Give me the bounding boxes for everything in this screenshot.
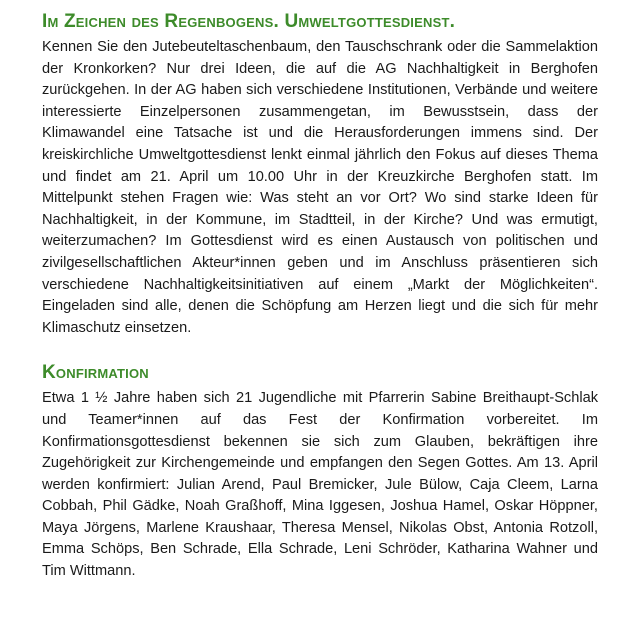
section-umweltgottesdienst (42, 10, 598, 339)
section-heading: Konfirmation (42, 362, 149, 384)
section-paragraph: Kennen Sie den Jutebeuteltaschenbaum, den Tauschschrank oder die Sammelaktion der Kronkorken? Nur drei Ideen, die auf die AG Nachhaltigkeit in Berghofen zurückgehen. In der AG haben sich verschiedene Institutionen, Verbände und weitere interessierte Einzelpersonen zusammengetan, im Bewusstsein, dass der Klimawandel eine Tatsache ist und die Herausforderungen immens sind. Der kreiskirchliche Umweltgottesdienst lenkt einmal jährlich den Fokus auf dieses Thema und findet am 21. April um 10.00 Uhr in der Kreuzkirche Berghofen statt. Im Mittelpunkt stehen Fragen wie: Was steht an vor Ort? Wo sind starke Ideen für Nachhaltigkeit, in der Kommune, im Stadtteil, in der Kirche? Und was ermutigt, weiterzumachen? Im Gottesdienst wird es einen Austausch von politischen und zivilgesellschaftlichen Akteur*innen geben und im Anschluss präsentieren sich verschiedene Nachhaltigkeitsinitiativen auf einem „Markt der Möglichkeiten“. Eingeladen sind alle, denen die Schöpfung am Herzen liegt und die sich für mehr Klimaschutz einsetzen. (42, 39, 598, 336)
document-page (42, 10, 598, 583)
section-konfirmation (42, 361, 598, 582)
section-paragraph: Etwa 1 ½ Jahre haben sich 21 Jugendliche mit Pfarrerin Sabine Breithaupt-Schlak und Teamer*innen auf das Fest der Konfirmation vorbereitet. Im Konfirmationsgottesdienst bekennen sie sich zum Glauben, bekräftigen ihre Zugehörigkeit zur Kirchengemeinde und empfangen den Segen Gottes. Am 13. April werden konfirmiert: Julian Arend, Paul Bremicker, Jule Bülow, Caja Cleem, Larna Cobbah, Phil Gädke, Noah Graßhoff, Mina Iggesen, Joshua Hamel, Oskar Höppner, Maya Jörgens, Marlene Kraushaar, Theresa Mensel, Nikolas Obst, Antonia Rotzoll, Emma Schöps, Ben Schrade, Ella Schrade, Leni Schröder, Katharina Wahner und Tim Wittmann. (42, 390, 598, 580)
section-heading: Im Zeichen des Regenbogens. Umweltgottesdienst. (42, 11, 456, 32)
